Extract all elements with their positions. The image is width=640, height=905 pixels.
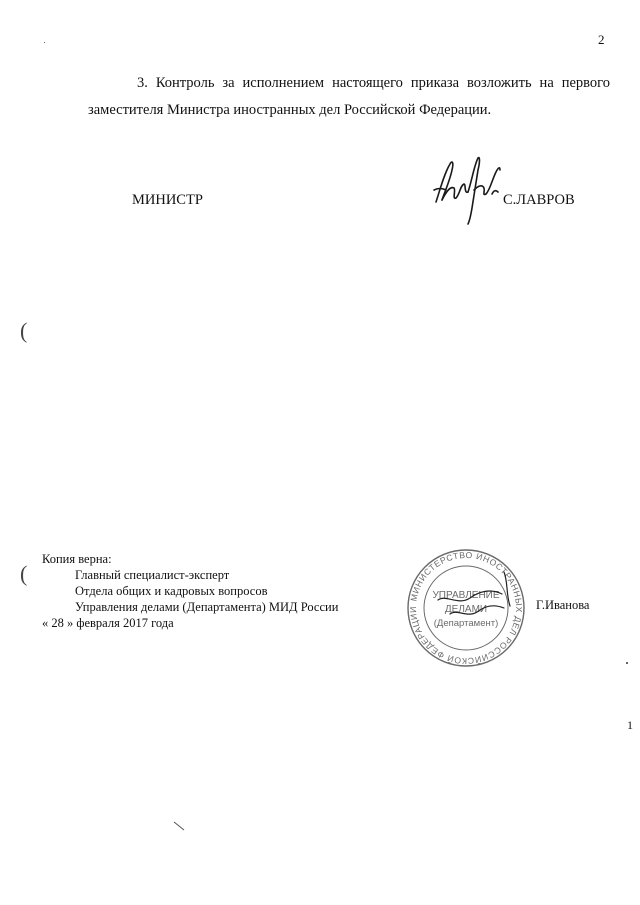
page-number: 2 — [598, 32, 605, 47]
certifier-name: Г.Иванова — [536, 598, 590, 612]
stamp-ring-text: МИНИСТЕРСТВО ИНОСТРАННЫХ ДЕЛ РОССИЙСКОЙ ФЕДЕРАЦИИ — [407, 549, 525, 667]
margin-bracket-mark: ( — [20, 561, 28, 586]
copy-certification — [42, 551, 338, 631]
official-stamp — [406, 548, 526, 668]
stamp-center-line-1: УПРАВЛЕНИЕ — [432, 590, 500, 601]
minister-title: МИНИСТР — [132, 192, 203, 208]
minister-signature — [430, 150, 510, 230]
scan-speck — [626, 662, 628, 664]
margin-bracket-mark: ( — [20, 318, 28, 343]
paragraph-line-1: 3. Контроль за исполнением настоящего приказа возложить на первого — [137, 75, 610, 91]
stamp-center-line-2: ДЕЛАМИ — [444, 604, 488, 615]
certification-date: « 28 » февраля 2017 года — [42, 616, 174, 630]
certifier-position-line-1: Главный специалист-эксперт — [75, 568, 230, 582]
certifier-position-line-2: Отдела общих и кадровых вопросов — [75, 584, 268, 598]
paragraph-line-2: заместителя Министра иностранных дел Российской Федерации. — [88, 102, 492, 118]
certifier-position-line-3: Управления делами (Департамента) МИД России — [75, 600, 339, 614]
scan-speck — [172, 820, 186, 832]
side-number: 1 — [627, 718, 633, 732]
scan-speck — [44, 42, 45, 43]
order-paragraph — [88, 70, 610, 124]
copy-label: Копия верна: — [42, 552, 112, 566]
stamp-center-line-3: (Департамент) — [433, 618, 499, 629]
minister-name: С.ЛАВРОВ — [503, 192, 575, 208]
